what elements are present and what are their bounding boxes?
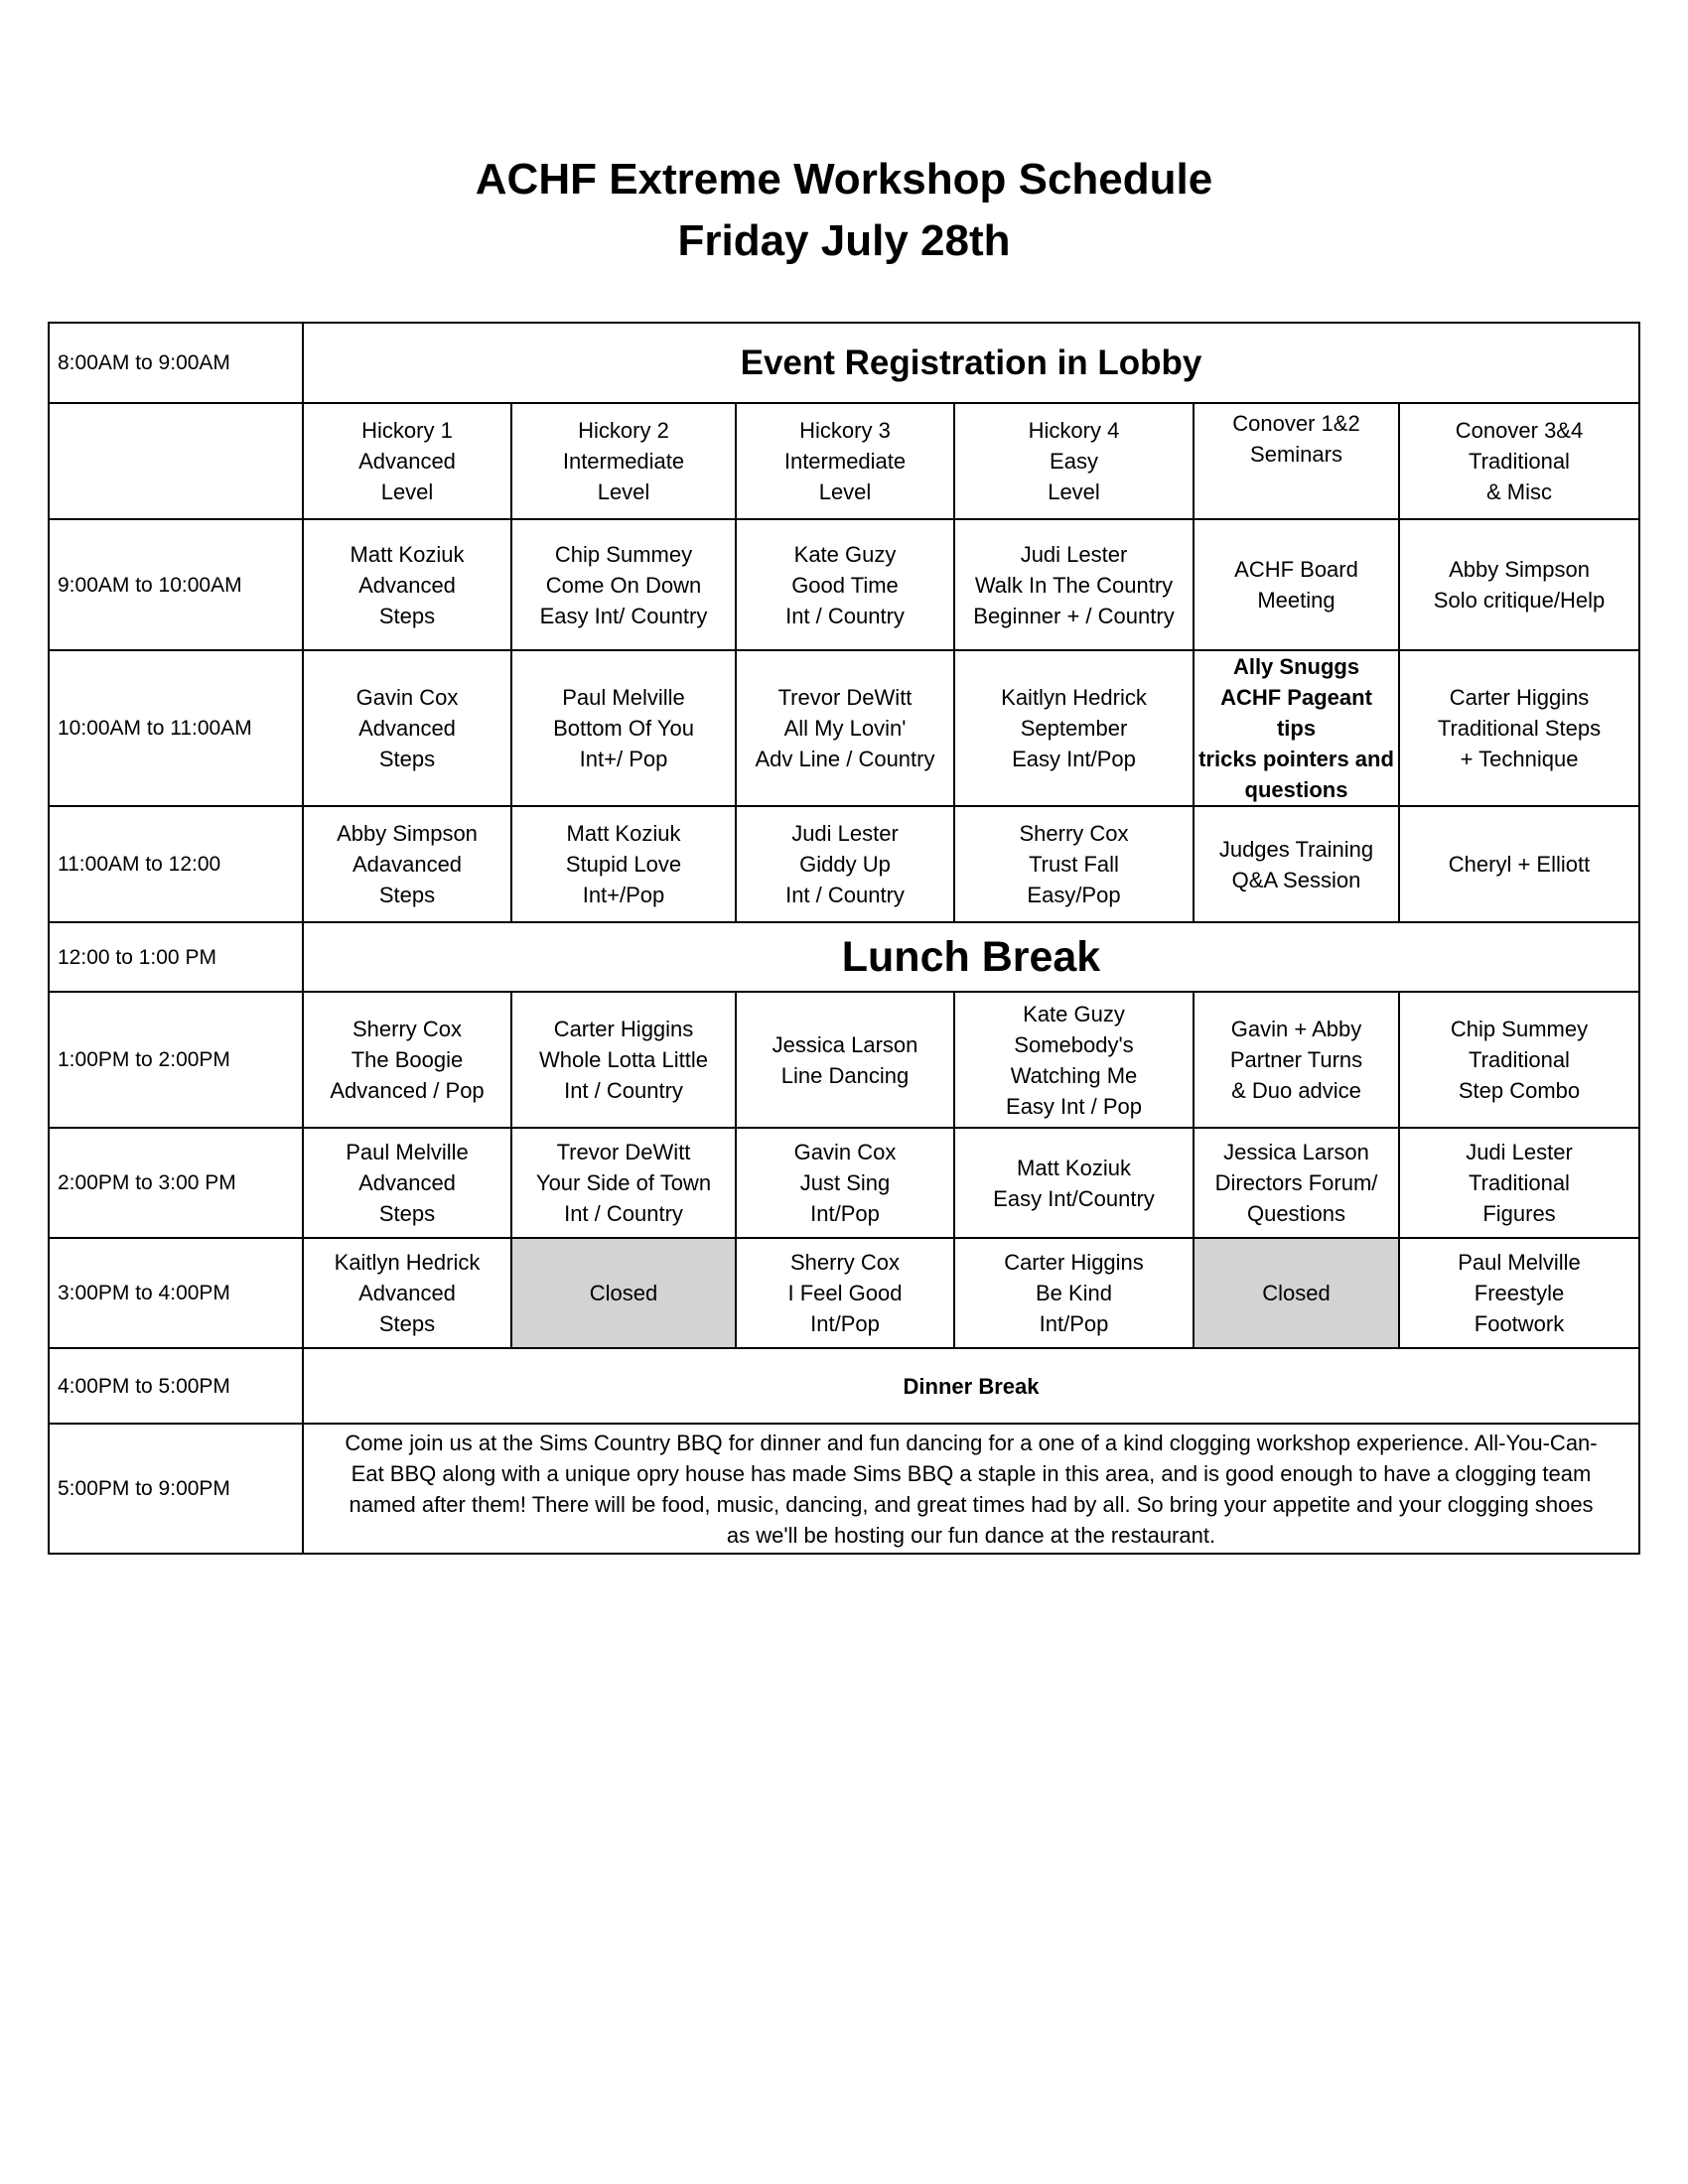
lunch-break-cell: Lunch Break xyxy=(303,922,1639,992)
session-line: Jessica Larson xyxy=(772,1031,918,1057)
session-line: Come On Down xyxy=(545,572,702,598)
session-line: Int / Country xyxy=(785,603,905,628)
session-line: Somebody's xyxy=(1014,1031,1134,1057)
session-line: Kate Guzy xyxy=(793,541,897,567)
session-line: Sherry Cox xyxy=(789,1250,901,1275)
session-cell xyxy=(1399,992,1639,1128)
session-line: Walk In The Country xyxy=(974,572,1174,598)
session-line: Easy Int / Pop xyxy=(1006,1093,1142,1119)
session-cell xyxy=(511,992,736,1128)
time-cell: 2:00PM to 3:00 PM xyxy=(49,1128,303,1238)
description-line: Come join us at the Sims Country BBQ for dinner and fun dancing for a one of a kind clogging workshop experience. All-You-Can- xyxy=(345,1430,1598,1455)
session-line: September xyxy=(1020,716,1128,741)
room-level: Level xyxy=(380,479,434,504)
session-line: Figures xyxy=(1482,1201,1556,1226)
session-line: Kaitlyn Hedrick xyxy=(334,1250,481,1275)
session-line: Abby Simpson xyxy=(337,821,478,846)
session-line: Int+/ Pop xyxy=(579,747,668,771)
dinner-break-cell: Dinner Break xyxy=(303,1348,1639,1424)
session-line: ACHF Pageant tips xyxy=(1220,685,1372,741)
session-line: The Boogie xyxy=(351,1047,464,1072)
session-line: Int/Pop xyxy=(1039,1311,1109,1336)
room-level: Level xyxy=(1048,479,1100,504)
session-cell xyxy=(1399,519,1639,650)
session-line: Judges Training xyxy=(1218,836,1374,862)
session-cell xyxy=(303,992,511,1128)
room-level: Level xyxy=(597,479,650,504)
session-line: + Technique xyxy=(1460,747,1579,771)
session-line: Steps xyxy=(378,603,436,628)
session-line: Trevor DeWitt xyxy=(556,1140,691,1164)
session-cell xyxy=(303,519,511,650)
session-line: Kate Guzy xyxy=(1023,1001,1125,1026)
session-line: Sherry Cox xyxy=(1019,821,1129,846)
lunch-row xyxy=(49,922,1639,992)
room-level: Intermediate xyxy=(562,449,685,474)
session-line: Advanced / Pop xyxy=(330,1078,485,1103)
session-line: Carter Higgins xyxy=(1449,685,1590,710)
session-line: Footwork xyxy=(1474,1311,1565,1336)
session-line: Advanced xyxy=(358,716,456,741)
session-line: Solo critique/Help xyxy=(1433,588,1606,613)
title-line-2: Friday July 28th xyxy=(677,216,1011,265)
evening-description xyxy=(303,1424,1639,1554)
session-line: ACHF Board xyxy=(1234,557,1358,582)
room-header xyxy=(736,403,954,519)
room-name: Conover 3&4 xyxy=(1455,418,1584,443)
session-cell xyxy=(1399,1238,1639,1348)
session-cell xyxy=(1194,519,1399,650)
session-line: Traditional Steps xyxy=(1437,716,1602,741)
session-cell xyxy=(736,1238,954,1348)
session-line: Easy Int/ Country xyxy=(539,603,708,628)
session-cell xyxy=(736,992,954,1128)
session-line: Stupid Love xyxy=(565,852,682,877)
session-line: Gavin Cox xyxy=(793,1140,897,1164)
session-line: Matt Koziuk xyxy=(566,821,681,846)
session-cell xyxy=(1194,650,1399,806)
time-cell: 11:00AM to 12:00 xyxy=(49,806,303,922)
session-line: Whole Lotta Little xyxy=(539,1047,708,1072)
session-cell xyxy=(511,1128,736,1238)
session-cell xyxy=(954,519,1194,650)
closed-cell xyxy=(1194,1238,1399,1348)
time-cell: 1:00PM to 2:00PM xyxy=(49,992,303,1128)
session-line: Easy/Pop xyxy=(1027,883,1121,907)
room-level: Level xyxy=(818,479,872,504)
room-level: Traditional xyxy=(1469,449,1570,474)
time-cell: 8:00AM to 9:00AM xyxy=(49,323,303,403)
session-line: & Duo advice xyxy=(1231,1078,1361,1103)
session-cell xyxy=(736,519,954,650)
time-cell-empty xyxy=(49,403,303,519)
schedule-row xyxy=(49,1128,1639,1238)
session-line: Beginner + / Country xyxy=(973,603,1175,628)
session-line: Meeting xyxy=(1257,588,1336,613)
schedule-table xyxy=(48,322,1640,1555)
page-title xyxy=(0,149,1688,272)
session-cell xyxy=(303,1128,511,1238)
session-line: Watching Me xyxy=(1010,1062,1138,1088)
session-cell xyxy=(303,806,511,922)
session-line: Giddy Up xyxy=(799,852,891,877)
session-line: Judi Lester xyxy=(791,821,899,846)
session-cell xyxy=(1399,650,1639,806)
room-level: Seminars xyxy=(1250,442,1342,467)
session-cell xyxy=(303,650,511,806)
session-line: Chip Summey xyxy=(1450,1017,1589,1041)
session-line: Chip Summey xyxy=(554,541,693,567)
session-line: Carter Higgins xyxy=(1004,1250,1144,1275)
session-line: I Feel Good xyxy=(787,1281,903,1305)
room-header xyxy=(511,403,736,519)
session-line: Just Sing xyxy=(799,1170,891,1195)
schedule-row xyxy=(49,992,1639,1128)
evening-row xyxy=(49,1424,1639,1554)
session-cell xyxy=(954,650,1194,806)
session-line: Steps xyxy=(378,1311,436,1336)
session-line: Easy Int/Pop xyxy=(1012,747,1136,771)
session-cell xyxy=(303,1238,511,1348)
session-line: Sherry Cox xyxy=(352,1017,463,1041)
time-cell: 3:00PM to 4:00PM xyxy=(49,1238,303,1348)
session-line: Int/Pop xyxy=(810,1201,880,1226)
session-line: Advanced xyxy=(358,1281,456,1305)
session-line: questions xyxy=(1244,777,1348,802)
session-line: Advanced xyxy=(358,572,456,598)
session-cell xyxy=(954,1238,1194,1348)
session-line: Adv Line / Country xyxy=(755,747,935,771)
session-line: Bottom Of You xyxy=(553,716,694,741)
session-line: Traditional xyxy=(1469,1170,1570,1195)
session-line: Carter Higgins xyxy=(553,1017,694,1041)
room-name: Hickory 2 xyxy=(578,418,669,443)
room-header xyxy=(1194,403,1399,519)
schedule-row xyxy=(49,1238,1639,1348)
session-cell xyxy=(954,1128,1194,1238)
room-header xyxy=(303,403,511,519)
schedule-row xyxy=(49,650,1639,806)
session-cell xyxy=(736,806,954,922)
session-line: Judi Lester xyxy=(1020,541,1128,567)
session-line: Ally Snuggs xyxy=(1232,654,1360,679)
session-line: Adavanced xyxy=(352,852,463,877)
time-cell: 4:00PM to 5:00PM xyxy=(49,1348,303,1424)
registration-row xyxy=(49,323,1639,403)
description-line: Eat BBQ along with a unique opry house has made Sims BBQ a staple in this area, and is good enough to have a clogging team xyxy=(351,1460,1592,1486)
session-line: Matt Koziuk xyxy=(1017,1155,1131,1180)
closed-label: Closed xyxy=(1262,1281,1331,1305)
session-line: Advanced xyxy=(358,1170,456,1195)
description-line: as we'll be hosting our fun dance at the restaurant. xyxy=(726,1522,1216,1548)
session-line: Matt Koziuk xyxy=(350,541,465,567)
time-cell: 12:00 to 1:00 PM xyxy=(49,922,303,992)
session-line: Judi Lester xyxy=(1466,1140,1573,1164)
session-cell xyxy=(1194,1128,1399,1238)
session-line: Int/Pop xyxy=(810,1311,880,1336)
session-line: Freestyle xyxy=(1474,1281,1565,1305)
time-cell: 5:00PM to 9:00PM xyxy=(49,1424,303,1554)
session-line: Paul Melville xyxy=(1458,1250,1581,1275)
session-line: Int+/Pop xyxy=(582,883,665,907)
session-line: Questions xyxy=(1246,1201,1346,1226)
session-line: tricks pointers and xyxy=(1198,747,1394,771)
session-cell xyxy=(1399,1128,1639,1238)
session-line: Steps xyxy=(378,1201,436,1226)
schedule-row xyxy=(49,519,1639,650)
session-line: Your Side of Town xyxy=(535,1170,712,1195)
time-cell: 10:00AM to 11:00AM xyxy=(49,650,303,806)
session-cell xyxy=(736,1128,954,1238)
session-cell xyxy=(511,519,736,650)
session-line: Gavin Cox xyxy=(355,685,459,710)
time-cell: 9:00AM to 10:00AM xyxy=(49,519,303,650)
room-level: Advanced xyxy=(358,449,456,474)
session-line: Steps xyxy=(378,747,436,771)
session-line: Cheryl + Elliott xyxy=(1448,852,1591,877)
session-cell xyxy=(1194,992,1399,1128)
session-line: Steps xyxy=(378,883,436,907)
session-line: Step Combo xyxy=(1458,1078,1581,1103)
closed-cell xyxy=(511,1238,736,1348)
room-level: & Misc xyxy=(1486,479,1552,504)
session-line: Jessica Larson xyxy=(1223,1140,1369,1164)
session-line: Abby Simpson xyxy=(1449,557,1590,582)
session-line: Line Dancing xyxy=(780,1062,910,1088)
room-name: Hickory 1 xyxy=(361,418,453,443)
session-line: Partner Turns xyxy=(1229,1047,1363,1072)
session-line: Int / Country xyxy=(785,883,905,907)
registration-cell: Event Registration in Lobby xyxy=(303,323,1639,403)
title-line-1: ACHF Extreme Workshop Schedule xyxy=(475,155,1213,204)
schedule-row xyxy=(49,806,1639,922)
description-line: named after them! There will be food, music, dancing, and great times had by all. So bring your appetite and your clogging shoes xyxy=(349,1491,1594,1517)
room-name: Conover 1&2 xyxy=(1232,411,1360,436)
session-line: Paul Melville xyxy=(346,1140,469,1164)
session-line: Traditional xyxy=(1469,1047,1570,1072)
session-cell xyxy=(1399,806,1639,922)
session-line: Be Kind xyxy=(1035,1281,1113,1305)
session-cell xyxy=(954,806,1194,922)
session-line: Good Time xyxy=(791,572,899,598)
session-line: Q&A Session xyxy=(1231,867,1361,892)
session-cell xyxy=(736,650,954,806)
room-header-row xyxy=(49,403,1639,519)
dinner-row xyxy=(49,1348,1639,1424)
session-cell xyxy=(511,806,736,922)
session-line: Trevor DeWitt xyxy=(777,685,913,710)
closed-label: Closed xyxy=(589,1281,658,1305)
room-level: Easy xyxy=(1050,449,1098,474)
session-cell xyxy=(1194,806,1399,922)
session-cell xyxy=(511,650,736,806)
session-line: Kaitlyn Hedrick xyxy=(1001,685,1147,710)
room-name: Hickory 4 xyxy=(1028,418,1120,443)
room-name: Hickory 3 xyxy=(799,418,891,443)
session-line: Gavin + Abby xyxy=(1230,1017,1362,1041)
session-line: Easy Int/Country xyxy=(993,1185,1155,1211)
room-header xyxy=(954,403,1194,519)
room-header xyxy=(1399,403,1639,519)
session-line: Trust Fall xyxy=(1029,852,1119,877)
room-level: Intermediate xyxy=(783,449,907,474)
session-line: All My Lovin' xyxy=(783,716,907,741)
session-cell xyxy=(954,992,1194,1128)
session-line: Int / Country xyxy=(564,1201,683,1226)
session-line: Paul Melville xyxy=(562,685,685,710)
session-line: Int / Country xyxy=(564,1078,683,1103)
session-line: Directors Forum/ xyxy=(1214,1170,1378,1195)
